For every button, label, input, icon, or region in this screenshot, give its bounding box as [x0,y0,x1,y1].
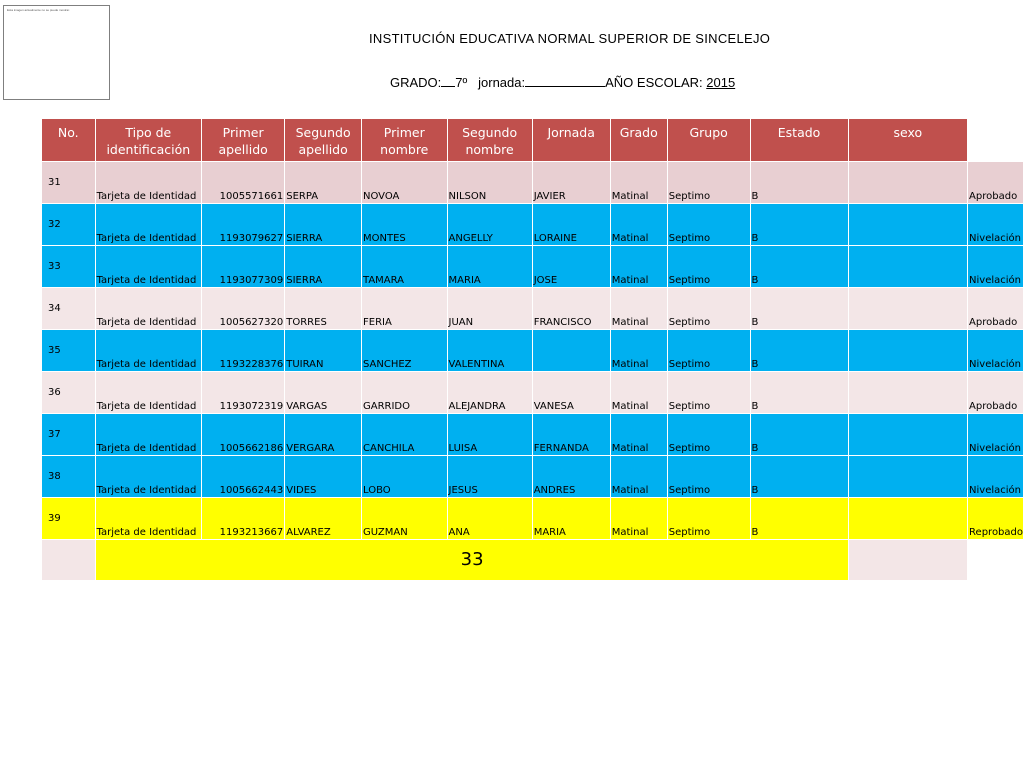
year-label: AÑO ESCOLAR: [605,75,707,90]
cell-primer-apellido: SIERRA [285,204,362,246]
page-title: INSTITUCIÓN EDUCATIVA NORMAL SUPERIOR DE SINCELEJO [369,31,771,46]
cell-grupo: B [750,246,848,288]
col-header-jornada: Jornada [532,119,610,162]
cell-no: 37 [42,414,96,456]
cell-tipo-id: Tarjeta de Identidad [95,456,201,498]
cell-segundo-apellido: FERIA [362,288,448,330]
cell-primer-nombre: ANA [447,498,532,540]
cell-primer-apellido: VARGAS [285,372,362,414]
cell-segundo-nombre [532,330,610,372]
cell-no: 32 [42,204,96,246]
cell-segundo-apellido: GARRIDO [362,372,448,414]
cell-segundo-apellido: GUZMAN [362,498,448,540]
cell-grupo: B [750,204,848,246]
table-row [42,288,1024,330]
cell-id-number: 1193072319 [202,372,285,414]
cell-segundo-apellido: NOVOA [362,162,448,204]
cell-id-number: 1193077309 [202,246,285,288]
col-header-grado: Grado [610,119,667,162]
cell-estado [848,162,967,204]
table-row [42,330,1024,372]
cell-sexo: Aprobado [968,288,1024,330]
cell-jornada: Matinal [610,204,667,246]
cell-estado [848,372,967,414]
cell-segundo-nombre: VANESA [532,372,610,414]
cell-grupo: B [750,288,848,330]
col-header-grupo: Grupo [667,119,750,162]
cell-primer-apellido: VIDES [285,456,362,498]
cell-segundo-nombre: JOSE [532,246,610,288]
cell-id-number: 1005627320 [202,288,285,330]
cell-tipo-id: Tarjeta de Identidad [95,498,201,540]
cell-sexo: Aprobado [968,372,1024,414]
cell-grado: Septimo [667,288,750,330]
grado-value: 7º [455,75,468,90]
cell-jornada: Matinal [610,498,667,540]
table-body [42,162,1024,581]
cell-sexo: Nivelación [968,456,1024,498]
table-row [42,414,1024,456]
cell-estado [848,330,967,372]
cell-jornada: Matinal [610,330,667,372]
cell-id-number: 1193213667 [202,498,285,540]
cell-sexo: Aprobado [968,162,1024,204]
page-subtitle [390,74,735,90]
cell-no: 38 [42,456,96,498]
col-header-sexo: sexo [848,119,967,162]
grado-blank [441,74,455,87]
cell-tipo-id: Tarjeta de Identidad [95,330,201,372]
cell-primer-apellido: TORRES [285,288,362,330]
cell-grado: Septimo [667,204,750,246]
cell-no: 33 [42,246,96,288]
cell-grado: Septimo [667,414,750,456]
cell-primer-nombre: NILSON [447,162,532,204]
cell-grupo: B [750,456,848,498]
cell-sexo: Reprobado [968,498,1024,540]
grado-label: GRADO: [390,75,442,90]
cell-segundo-apellido: TAMARA [362,246,448,288]
cell-id-number: 1193079627 [202,204,285,246]
cell-jornada: Matinal [610,162,667,204]
cell-tipo-id: Tarjeta de Identidad [95,414,201,456]
cell-id-number: 1005662443 [202,456,285,498]
cell-primer-nombre: ANGELLY [447,204,532,246]
cell-no: 31 [42,162,96,204]
logo-placeholder [3,5,110,100]
cell-no: 35 [42,330,96,372]
cell-primer-nombre: MARIA [447,246,532,288]
cell-estado [848,204,967,246]
cell-tipo-id: Tarjeta de Identidad [95,162,201,204]
student-table [41,118,1024,581]
cell-segundo-nombre: FERNANDA [532,414,610,456]
col-header-segundo-nombre: Segundo nombre [447,119,532,162]
cell-jornada: Matinal [610,414,667,456]
cell-grupo: B [750,498,848,540]
cell-segundo-apellido: LOBO [362,456,448,498]
cell-tipo-id: Tarjeta de Identidad [95,204,201,246]
table-row [42,456,1024,498]
cell-primer-apellido: SERPA [285,162,362,204]
cell-segundo-nombre: JAVIER [532,162,610,204]
total-count: 33 [95,540,848,581]
cell-grado: Septimo [667,498,750,540]
col-header-tipo: Tipo de identificación [95,119,201,162]
table-row [42,372,1024,414]
cell-id-number: 1005662186 [202,414,285,456]
cell-grado: Septimo [667,162,750,204]
cell-id-number: 1193228376 [202,330,285,372]
cell-primer-nombre: VALENTINA [447,330,532,372]
cell-grupo: B [750,372,848,414]
cell-sexo: Nivelación [968,204,1024,246]
cell-sexo: Nivelación [968,330,1024,372]
cell-segundo-nombre: MARIA [532,498,610,540]
cell-no: 36 [42,372,96,414]
col-header-segundo-apellido: Segundo apellido [285,119,362,162]
cell-estado [848,246,967,288]
cell-jornada: Matinal [610,288,667,330]
total-row [42,540,1024,581]
cell-estado [848,288,967,330]
cell-tipo-id: Tarjeta de Identidad [95,288,201,330]
cell-primer-nombre: JUAN [447,288,532,330]
cell-grupo: B [750,414,848,456]
cell-grupo: B [750,330,848,372]
cell-id-number: 1005571661 [202,162,285,204]
cell-primer-nombre: LUISA [447,414,532,456]
cell-grado: Septimo [667,372,750,414]
col-header-primer-apellido: Primer apellido [202,119,285,162]
cell-grado: Septimo [667,330,750,372]
cell-primer-apellido: ALVAREZ [285,498,362,540]
table-row [42,162,1024,204]
cell-segundo-apellido: SANCHEZ [362,330,448,372]
cell-grado: Septimo [667,246,750,288]
cell-segundo-apellido: CANCHILA [362,414,448,456]
year-value: 2015 [706,75,736,90]
cell-jornada: Matinal [610,246,667,288]
cell-tipo-id: Tarjeta de Identidad [95,246,201,288]
col-header-primer-nombre: Primer nombre [362,119,448,162]
cell-jornada: Matinal [610,456,667,498]
table-row [42,204,1024,246]
logo-text: Esta imagen actualmente no se puede mostrar. [7,8,70,12]
cell-grado: Septimo [667,456,750,498]
jornada-blank [525,74,605,87]
total-empty-right [848,540,967,581]
cell-estado [848,414,967,456]
cell-tipo-id: Tarjeta de Identidad [95,372,201,414]
cell-sexo: Nivelación [968,414,1024,456]
cell-primer-apellido: TUIRAN [285,330,362,372]
cell-segundo-apellido: MONTES [362,204,448,246]
table-row [42,246,1024,288]
col-header-no: No. [42,119,96,162]
cell-no: 34 [42,288,96,330]
cell-primer-apellido: SIERRA [285,246,362,288]
cell-no: 39 [42,498,96,540]
cell-segundo-nombre: ANDRES [532,456,610,498]
cell-primer-nombre: ALEJANDRA [447,372,532,414]
jornada-label: jornada: [478,75,526,90]
cell-segundo-nombre: FRANCISCO [532,288,610,330]
col-header-estado: Estado [750,119,848,162]
table-row [42,498,1024,540]
cell-estado [848,498,967,540]
cell-primer-apellido: VERGARA [285,414,362,456]
cell-grupo: B [750,162,848,204]
cell-primer-nombre: JESUS [447,456,532,498]
table-header-row [42,119,1024,162]
cell-jornada: Matinal [610,372,667,414]
cell-estado [848,456,967,498]
cell-sexo: Nivelación [968,246,1024,288]
cell-segundo-nombre: LORAINE [532,204,610,246]
total-empty-left [42,540,96,581]
